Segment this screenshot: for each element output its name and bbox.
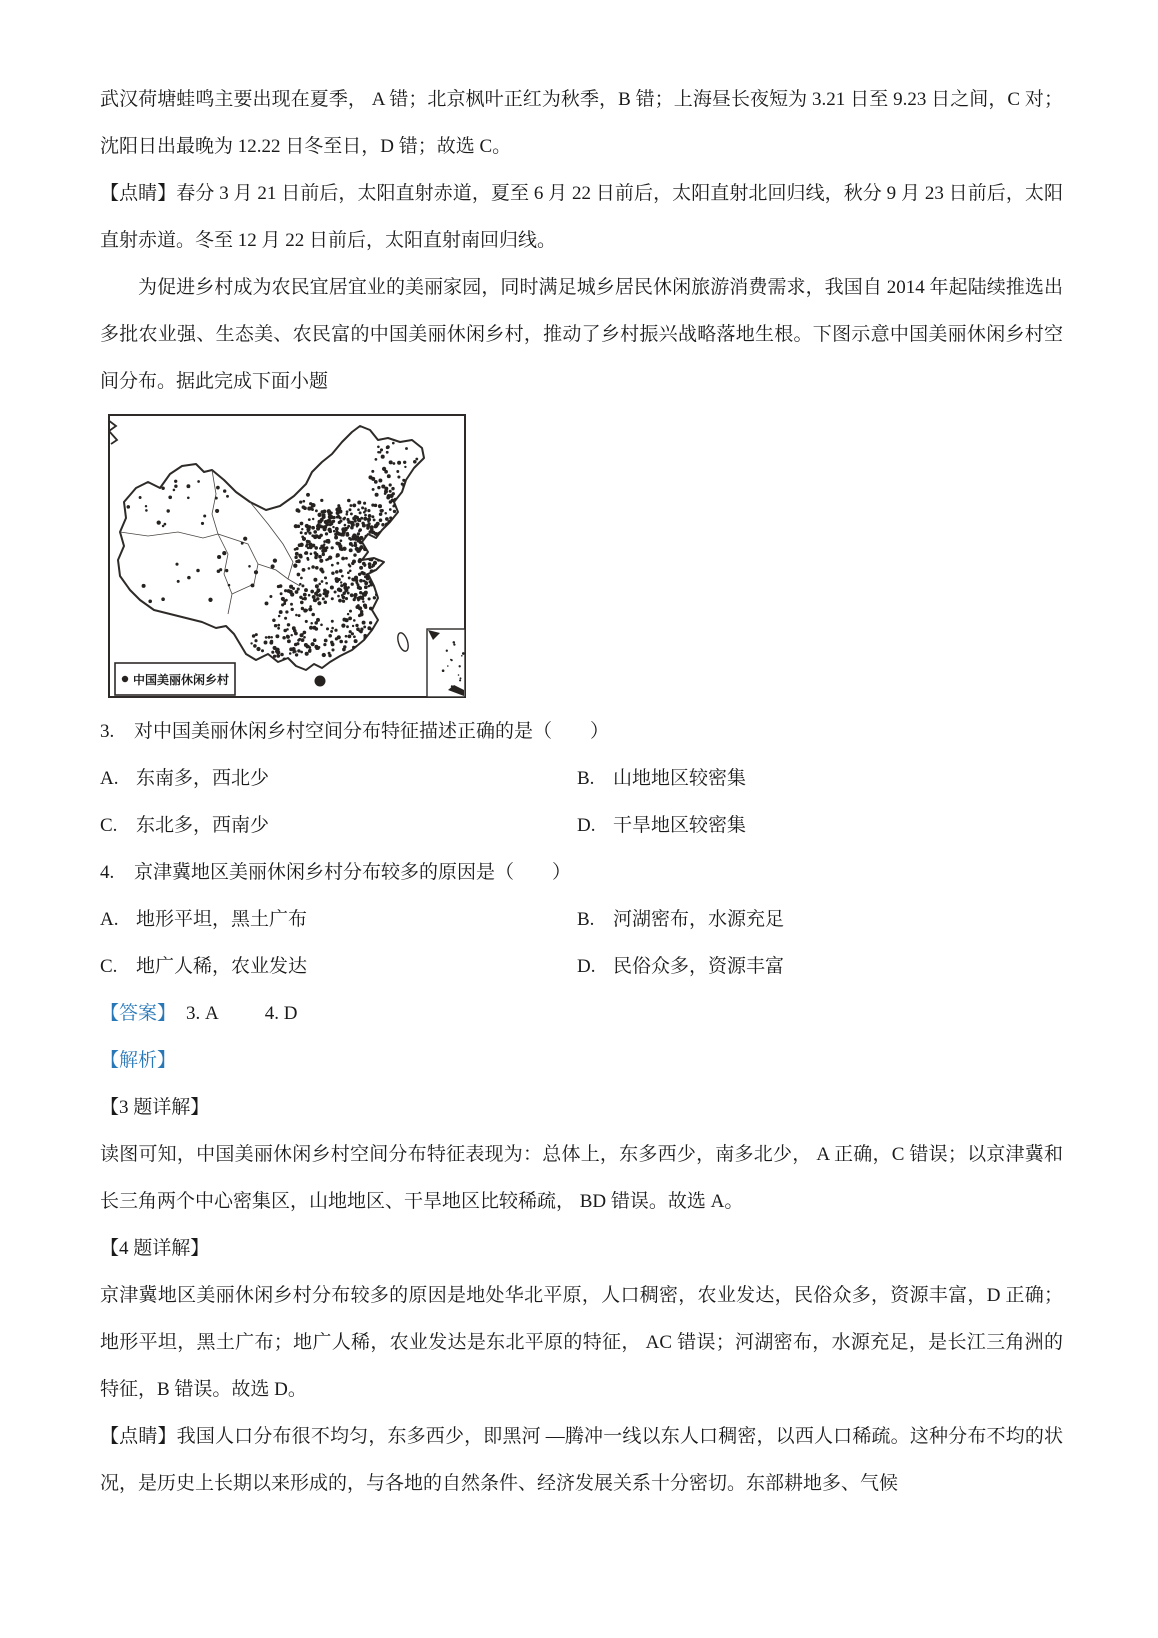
question-4-number: 4. [100,862,115,883]
document-content [100,76,1063,1507]
question-3-number: 3. [100,721,115,742]
answer-label: 【答案】 [100,1003,177,1024]
option-4b-letter: B. [577,909,595,930]
dianjing-1-label: 【点睛】 [100,183,177,204]
analysis-label: 【解析】 [100,1050,177,1071]
option-4a-text: 地形平坦，黑土广布 [136,909,308,930]
option-3d-letter: D. [577,815,596,836]
option-4a-letter: A. [100,909,119,930]
option-4b-text: 河湖密布，水源充足 [613,909,785,930]
option-3a [100,755,577,802]
option-3c-letter: C. [100,815,118,836]
dianjing-2-text: 我国人口分布很不均匀，东多西少，即黑河 —腾冲一线以东人口稠密，以西人口稀疏。这种分布不均的状况，是历史上长期以来形成的，与各地的自然条件、经济发展关系十分密切。东部耕地多、气候 [100,1426,1063,1494]
legend-dot-icon [122,676,128,682]
question-4-options-row-1 [100,896,1063,943]
option-3d [577,802,1063,849]
paragraph-dianjing-1 [100,170,1063,264]
stimulus-text: 为促进乡村成为农民宜居宜业的美丽家园，同时满足城乡居民休闲旅游消费需求，我国自 2014 年起陆续推选出多批农业强、生态美、农民富的中国美丽休闲乡村，推动了乡村振兴战略落地生根。下图示意中国美丽休闲乡村空间分布。据此完成下面小题 [100,277,1063,392]
question-3-options-row-1 [100,755,1063,802]
explanation-3-body-text: 读图可知，中国美丽休闲乡村空间分布特征表现为：总体上，东多西少，南多北少， A 正确，C 错误；以京津冀和长三角两个中心密集区，山地地区、干旱地区比较稀疏， BD 错误。故选 A。 [100,1144,1063,1212]
option-3a-letter: A. [100,768,119,789]
hainan-island [315,676,326,687]
question-4-text: 京津冀地区美丽休闲乡村分布较多的原因是（ ） [134,862,572,883]
south-china-sea-inset [427,629,465,697]
taiwan-island [396,632,410,653]
question-3-text: 对中国美丽休闲乡村空间分布特征描述正确的是（ ） [134,721,610,742]
option-4c-letter: C. [100,956,118,977]
dianjing-2-label: 【点睛】 [100,1426,177,1447]
question-3 [100,708,1063,755]
answer-line [100,990,1063,1037]
option-4b [577,896,1063,943]
china-outline [118,426,424,670]
option-3c [100,802,577,849]
question-3-options-row-2 [100,802,1063,849]
option-3c-text: 东北多，西南少 [136,815,270,836]
legend-label: 中国美丽休闲乡村 [133,673,230,687]
analysis-line [100,1037,1063,1084]
q2-explanation-text: 武汉荷塘蛙鸣主要出现在夏季， A 错；北京枫叶正红为秋季，B 错；上海昼长夜短为 3.21 日至 9.23 日之间，C 对；沈阳日出最晚为 12.22 日冬至日，D 错；故选 C。 [100,89,1063,157]
paragraph-q2-explanation [100,76,1063,170]
answer-item-q4: 4. D [264,1003,298,1024]
china-dot-map-figure [108,414,466,698]
option-3d-text: 干旱地区较密集 [613,815,747,836]
option-3a-text: 东南多，西北少 [136,768,270,789]
option-3b-letter: B. [577,768,595,789]
option-4c-text: 地广人稀，农业发达 [136,956,308,977]
explanation-4-heading-text: 【4 题详解】 [100,1238,210,1259]
option-4a [100,896,577,943]
option-4d-text: 民俗众多，资源丰富 [613,956,785,977]
china-map-svg [108,414,466,698]
question-4-options-row-2 [100,943,1063,990]
explanation-4-body [100,1272,1063,1413]
answer-item-q3: 3. A [186,1003,219,1024]
question-4 [100,849,1063,896]
option-3b-text: 山地地区较密集 [613,768,747,789]
explanation-3-heading [100,1084,1063,1131]
paragraph-dianjing-2 [100,1413,1063,1507]
explanation-3-heading-text: 【3 题详解】 [100,1097,210,1118]
option-3b [577,755,1063,802]
option-4c [100,943,577,990]
map-legend [115,663,235,695]
explanation-4-body-text: 京津冀地区美丽休闲乡村分布较多的原因是地处华北平原，人口稠密，农业发达，民俗众多，资源丰富，D 正确；地形平坦，黑土广布；地广人稀，农业发达是东北平原的特征， AC 错误；河湖密布，水源充足，是长江三角洲的特征，B 错误。故选 D。 [100,1285,1063,1400]
explanation-4-heading [100,1225,1063,1272]
dianjing-1-text: 春分 3 月 21 日前后，太阳直射赤道，夏至 6 月 22 日前后，太阳直射北回归线，秋分 9 月 23 日前后，太阳直射赤道。冬至 12 月 22 日前后，太阳直射南回归线。 [100,183,1063,251]
option-4d [577,943,1063,990]
explanation-3-body [100,1131,1063,1225]
paragraph-stimulus [100,264,1063,405]
option-4d-letter: D. [577,956,596,977]
